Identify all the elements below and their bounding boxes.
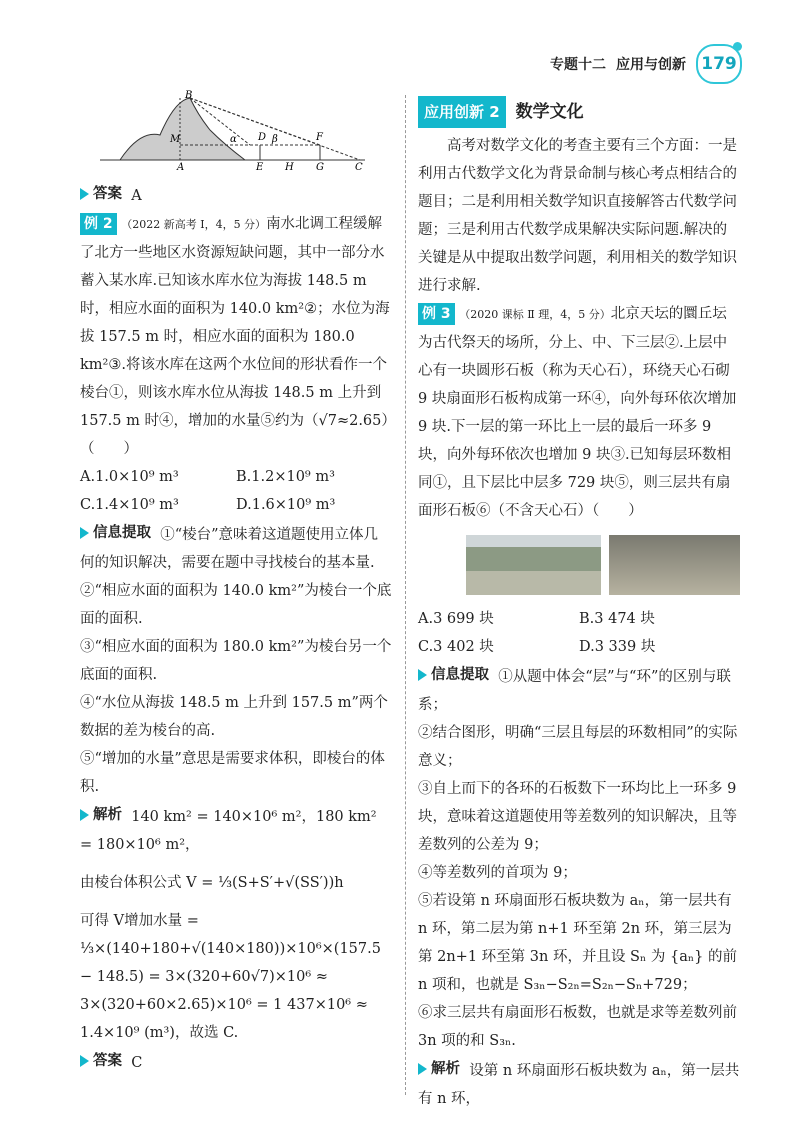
info-item: ④等差数列的首项为 9； (418, 865, 577, 881)
header-title: 应用与创新 (616, 57, 686, 73)
info-item: ①从题中体会“层”与“环”的区别与联系； (418, 669, 731, 713)
example-3-options (418, 633, 740, 661)
example-3-source: （2020 课标 Ⅱ 理，4，5 分） (459, 308, 611, 321)
intro-paragraph: 高考对数学文化的考查主要有三个方面：一是利用古代数学文化为背景命制与核心考点相结合的题目；二是利用相关数学知识直接解答古代数学问题；三是利用古代数学成果解决实际问题.解决的关键是从中提取出数学问题，利用相关的数学知识进行求解. (418, 138, 737, 294)
diagram-label: B (185, 90, 193, 101)
example-3-tag: 例 3 (418, 303, 455, 325)
header-section: 专题十二 (550, 57, 606, 73)
option-c: C.3 402 块 (418, 639, 494, 655)
page-number (696, 44, 742, 84)
info-label: 信息提取 (431, 667, 489, 683)
answer-1-tag (80, 180, 122, 208)
arrow-icon (80, 1055, 89, 1067)
info-item: ③“相应水面的面积为 180.0 km²”为棱台另一个底面的面积. (80, 639, 392, 683)
example-3-text: 北京天坛的圜丘坛为古代祭天的场所，分上、中、下三层②.上层中心有一块圆形石板（称为天心石），环绕天心石砌 9 块扇面形石板构成第一环④，向外每环依次增加 9 块.下一层的第一环比上一层的最后一环多 9 块，向外每环依次也增加 9 块③.已知每层环数相同①，且下层比中层多 729 块⑤，则三层共有扇面形石板⑥（不含天心石）（ ） (418, 306, 737, 519)
info-extract-3 (418, 661, 740, 719)
solution-line: 140 km² = 140×10⁶ m²，180 km² = 180×10⁶ m²， (80, 809, 377, 853)
diagram-label: F (316, 132, 323, 143)
arrow-icon (80, 809, 89, 821)
info-extract-2 (80, 519, 392, 577)
option-d: D.1.6×10⁹ m³ (236, 497, 336, 513)
example-2-options (80, 491, 392, 519)
diagram-label: C (355, 162, 363, 170)
info-item: ⑤若设第 n 环扇面形石板块数为 aₙ，第一层共有 n 环，第二层为第 n+1 环至第 2n 环，第三层为第 2n+1 环至第 3n 环，并且设 Sₙ 为 {aₙ} 的前 n 项和，也就是 S₃ₙ−S₂ₙ=S₂ₙ−Sₙ+729； (418, 893, 737, 993)
arrow-icon (418, 1063, 427, 1075)
example-2-source: （2022 新高考 Ⅰ，4，5 分） (121, 218, 267, 231)
diagram-label: H (285, 162, 294, 170)
info-item: ③自上而下的各环的石板数下一环均比上一环多 9 块，意味着这道题使用等差数列的知识解决，且等差数列的公差为 9； (418, 781, 737, 853)
altar-photo-2 (609, 535, 740, 595)
diagram-label: M (170, 134, 181, 145)
page-number-dot-icon (733, 42, 742, 51)
arrow-icon (418, 669, 427, 681)
solution-label: 解析 (93, 807, 122, 823)
column-divider (405, 95, 406, 1095)
answer-2-label: 答案 (93, 1053, 122, 1069)
solution-text: 设第 n 环扇面形石板块数为 aₙ，第一层共有 n 环， (418, 1063, 740, 1107)
option-b: B.1.2×10⁹ m³ (236, 469, 335, 485)
section-title: 数学文化 (515, 102, 584, 122)
answer-2 (80, 1047, 392, 1077)
solution-tag (418, 1055, 460, 1083)
option-a: A.1.0×10⁹ m³ (80, 469, 179, 485)
diagram-label: D (258, 132, 267, 143)
diagram-label: α (230, 134, 237, 145)
info-tag (80, 519, 151, 547)
example-2-text: 南水北调工程缓解了北方一些地区水资源短缺问题，其中一部分水蓄入某水库.已知该水库水位为海拔 148.5 m 时，相应水面的面积为 140.0 km²②；水位为海拔 157.5 m 时，相应水面的面积为 180.0 km²③.将该水库在这两个水位间的形状看作一个棱台①，则该水库水位从海拔 148.5 m 上升到 157.5 m 时④，增加的水量⑤约为（√7≈2.65）（ ） (80, 216, 390, 457)
example-3-options (418, 605, 740, 633)
answer-1-value: A (131, 188, 142, 204)
diagram-label: E (256, 162, 264, 170)
mountain-diagram (80, 90, 370, 170)
diagram-label: G (316, 162, 324, 170)
solution-label: 解析 (431, 1061, 460, 1077)
info-item: ①“棱台”意味着这道题使用立体几何的知识解决，需要在题中寻找棱台的基本量. (80, 527, 379, 571)
example-2 (80, 210, 392, 463)
diagram-label: β (272, 134, 278, 145)
solution-tag (80, 801, 122, 829)
option-c: C.1.4×10⁹ m³ (80, 497, 179, 513)
solution-line: 可得 V增加水量 = ⅓×(140+180+√(140×180))×10⁶×(157.5 − 148.5) = 3×(320+60√7)×10⁶ ≈ 3×(320+60×2.65)×10⁶ = 1 437×10⁶ ≈ 1.4×10⁹ (m³)，故选 C. (80, 913, 381, 1041)
info-tag (418, 661, 489, 689)
altar-photo-1 (466, 535, 601, 595)
answer-1 (80, 180, 392, 210)
answer-2-value: C (131, 1055, 143, 1071)
option-a: A.3 699 块 (418, 611, 494, 627)
answer-2-tag (80, 1047, 122, 1075)
diagram-label: A (177, 162, 185, 170)
answer-1-label: 答案 (93, 186, 122, 202)
solution-line: 由棱台体积公式 V = ⅓(S+S′+√(SS′))h (80, 875, 344, 891)
info-label: 信息提取 (93, 525, 151, 541)
info-item: ⑤“增加的水量”意思是需要求体积，即棱台的体积. (80, 751, 385, 795)
arrow-icon (80, 527, 89, 539)
section-band (418, 96, 740, 128)
solution-2 (80, 801, 392, 859)
example-3 (418, 300, 740, 525)
info-item: ②“相应水面的面积为 140.0 km²”为棱台一个底面的面积. (80, 583, 392, 627)
page-header (550, 44, 742, 84)
example-2-options (80, 463, 392, 491)
page-number-text: 179 (701, 54, 737, 74)
left-column (80, 90, 392, 1077)
solution-3 (418, 1055, 740, 1113)
info-item: ②结合图形，明确“三层且每层的环数相同”的实际意义； (418, 725, 738, 769)
option-d: D.3 339 块 (579, 639, 656, 655)
right-column (418, 96, 740, 1113)
example-2-tag: 例 2 (80, 213, 117, 235)
temple-photos (466, 535, 740, 595)
info-item: ⑥求三层共有扇面形石板数，也就是求等差数列前 3n 项的和 S₃ₙ. (418, 1005, 737, 1049)
section-tag: 应用创新 2 (418, 96, 506, 128)
arrow-icon (80, 188, 89, 200)
info-item: ④“水位从海拔 148.5 m 上升到 157.5 m”两个数据的差为棱台的高. (80, 695, 388, 739)
option-b: B.3 474 块 (579, 611, 655, 627)
